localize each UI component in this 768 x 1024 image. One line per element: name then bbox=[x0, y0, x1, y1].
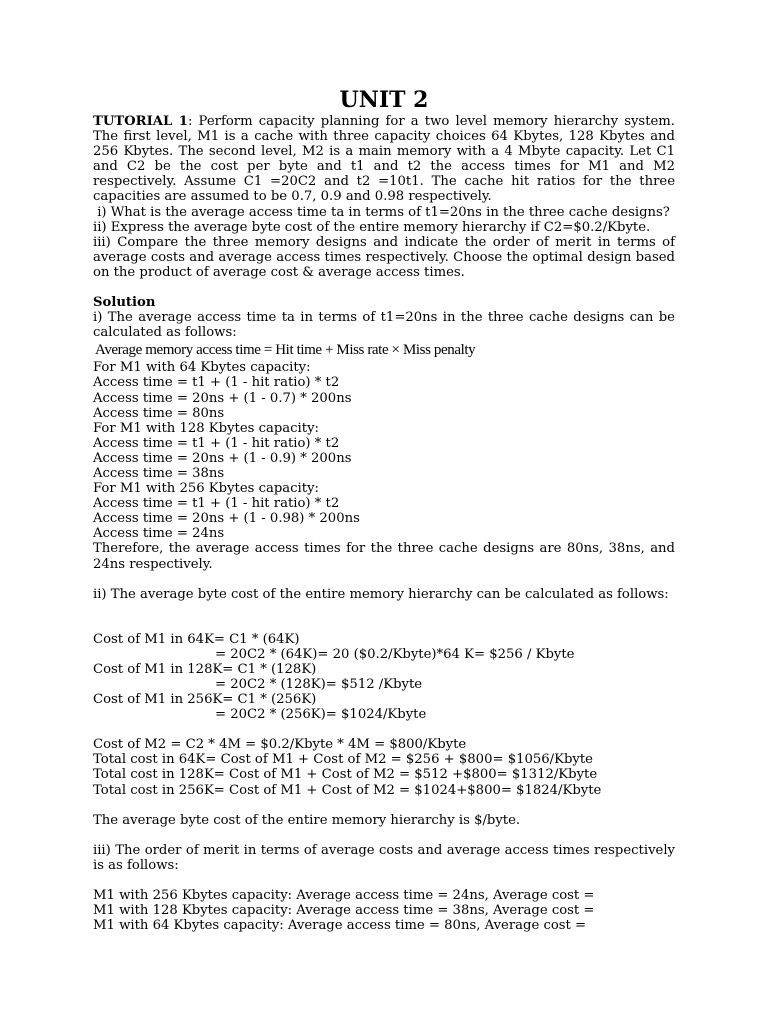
solution-heading: Solution bbox=[93, 295, 156, 311]
spacer bbox=[93, 572, 675, 587]
cost-line: Cost of M1 in 64K= C1 * (64K) bbox=[93, 631, 300, 647]
tutorial-label: TUTORIAL 1 bbox=[93, 114, 188, 129]
tutorial-problem bbox=[93, 114, 675, 205]
solution-line: For M1 with 128 Kbytes capacity: bbox=[93, 420, 319, 436]
cost-line-continuation: = 20C2 * (256K)= $1024/Kbyte bbox=[215, 707, 427, 723]
solution-line: Access time = 38ns bbox=[93, 465, 225, 481]
therefore-text: Therefore, the average access times for the three cache designs are 80ns, 38ns, and 24ns respectively. bbox=[93, 541, 675, 572]
tutorial-text: : Perform capacity planning for a two level memory hierarchy system. The first level, M1 is a cache with three capacity choices 64 Kbytes, 128 Kbytes and 256 Kbytes. The second level, M2 is a main memory with a 4 Mbyte capacity. Let C1 and C2 be the cost per byte and t1 and t2 the access times for M1 and M2 respectively. Assume C1 =20C2 and t2 =10t1. The cache hit ratios for the three capacities are assumed to be 0.7, 0.9 and 0.98 respectively. bbox=[93, 114, 675, 205]
spacer bbox=[93, 798, 675, 813]
solution-line: Access time = t1 + (1 - hit ratio) * t2 bbox=[93, 375, 340, 391]
avg-byte-cost: The average byte cost of the entire memory hierarchy is $/byte. bbox=[93, 812, 521, 828]
question-1: i) What is the average access time ta in terms of t1=20ns in the three cache designs? bbox=[93, 204, 670, 220]
total-line: Total cost in 128K= Cost of M1 + Cost of M2 = $512 +$800= $1312/Kbyte bbox=[93, 767, 598, 783]
access-time-formula: Average memory access time = Hit time + Miss rate × Miss penalty bbox=[95, 342, 476, 359]
solution-line: Access time = 20ns + (1 - 0.98) * 200ns bbox=[93, 511, 360, 527]
solution-line: Access time = 20ns + (1 - 0.9) * 200ns bbox=[93, 450, 352, 466]
merit-line: M1 with 128 Kbytes capacity: Average access time = 38ns, Average cost = bbox=[93, 903, 595, 919]
question-2: ii) Express the average byte cost of the entire memory hierarchy if C2=$0.2/Kbyte. bbox=[93, 219, 651, 235]
solution-section bbox=[93, 295, 675, 933]
cost-line: Cost of M1 in 256K= C1 * (256K) bbox=[93, 692, 317, 708]
page-title: UNIT 2 bbox=[339, 87, 429, 113]
document-page bbox=[93, 86, 675, 933]
cost-line-continuation: = 20C2 * (128K)= $512 /Kbyte bbox=[215, 677, 423, 692]
tutorial-paragraph bbox=[93, 114, 675, 280]
solution-line: Access time = 24ns bbox=[93, 526, 225, 542]
spacer bbox=[93, 280, 675, 295]
solution-line: Access time = t1 + (1 - hit ratio) * t2 bbox=[93, 496, 340, 512]
part-ii-intro: ii) The average byte cost of the entire memory hierarchy can be calculated as follows: bbox=[93, 586, 669, 602]
solution-line: Access time = 80ns bbox=[93, 405, 225, 421]
solution-line: Access time = t1 + (1 - hit ratio) * t2 bbox=[93, 435, 340, 451]
spacer bbox=[93, 722, 675, 737]
total-line: Total cost in 256K= Cost of M1 + Cost of M2 = $1024+$800= $1824/Kbyte bbox=[93, 782, 602, 798]
total-line: Total cost in 64K= Cost of M1 + Cost of M2 = $256 + $800= $1056/Kbyte bbox=[93, 752, 593, 768]
question-3: iii) Compare the three memory designs and indicate the order of merit in terms of average costs and average access times respectively. Choose the optimal design based on the product of average cost & average access times. bbox=[93, 234, 675, 280]
spacer bbox=[93, 602, 675, 632]
spacer bbox=[93, 828, 675, 843]
merit-line: M1 with 64 Kbytes capacity: Average access time = 80ns, Average cost = bbox=[93, 918, 587, 934]
total-line: Cost of M2 = C2 * 4M = $0.2/Kbyte * 4M = $800/Kbyte bbox=[93, 737, 467, 753]
solution-intro: i) The average access time ta in terms of t1=20ns in the three cache designs can be calculated as follows: bbox=[93, 310, 675, 341]
solution-line: For M1 with 256 Kbytes capacity: bbox=[93, 481, 319, 497]
part-iii-intro: iii) The order of merit in terms of average costs and average access times respectively is as follows: bbox=[93, 842, 675, 873]
cost-line-continuation: = 20C2 * (64K)= 20 ($0.2/Kbyte)*64 K= $256 / Kbyte bbox=[215, 646, 575, 662]
spacer bbox=[93, 873, 675, 888]
solution-line: Access time = 20ns + (1 - 0.7) * 200ns bbox=[93, 390, 352, 406]
cost-line: Cost of M1 in 128K= C1 * (128K) bbox=[93, 661, 317, 677]
merit-line: M1 with 256 Kbytes capacity: Average access time = 24ns, Average cost = bbox=[93, 887, 595, 903]
solution-line: For M1 with 64 Kbytes capacity: bbox=[93, 360, 311, 376]
